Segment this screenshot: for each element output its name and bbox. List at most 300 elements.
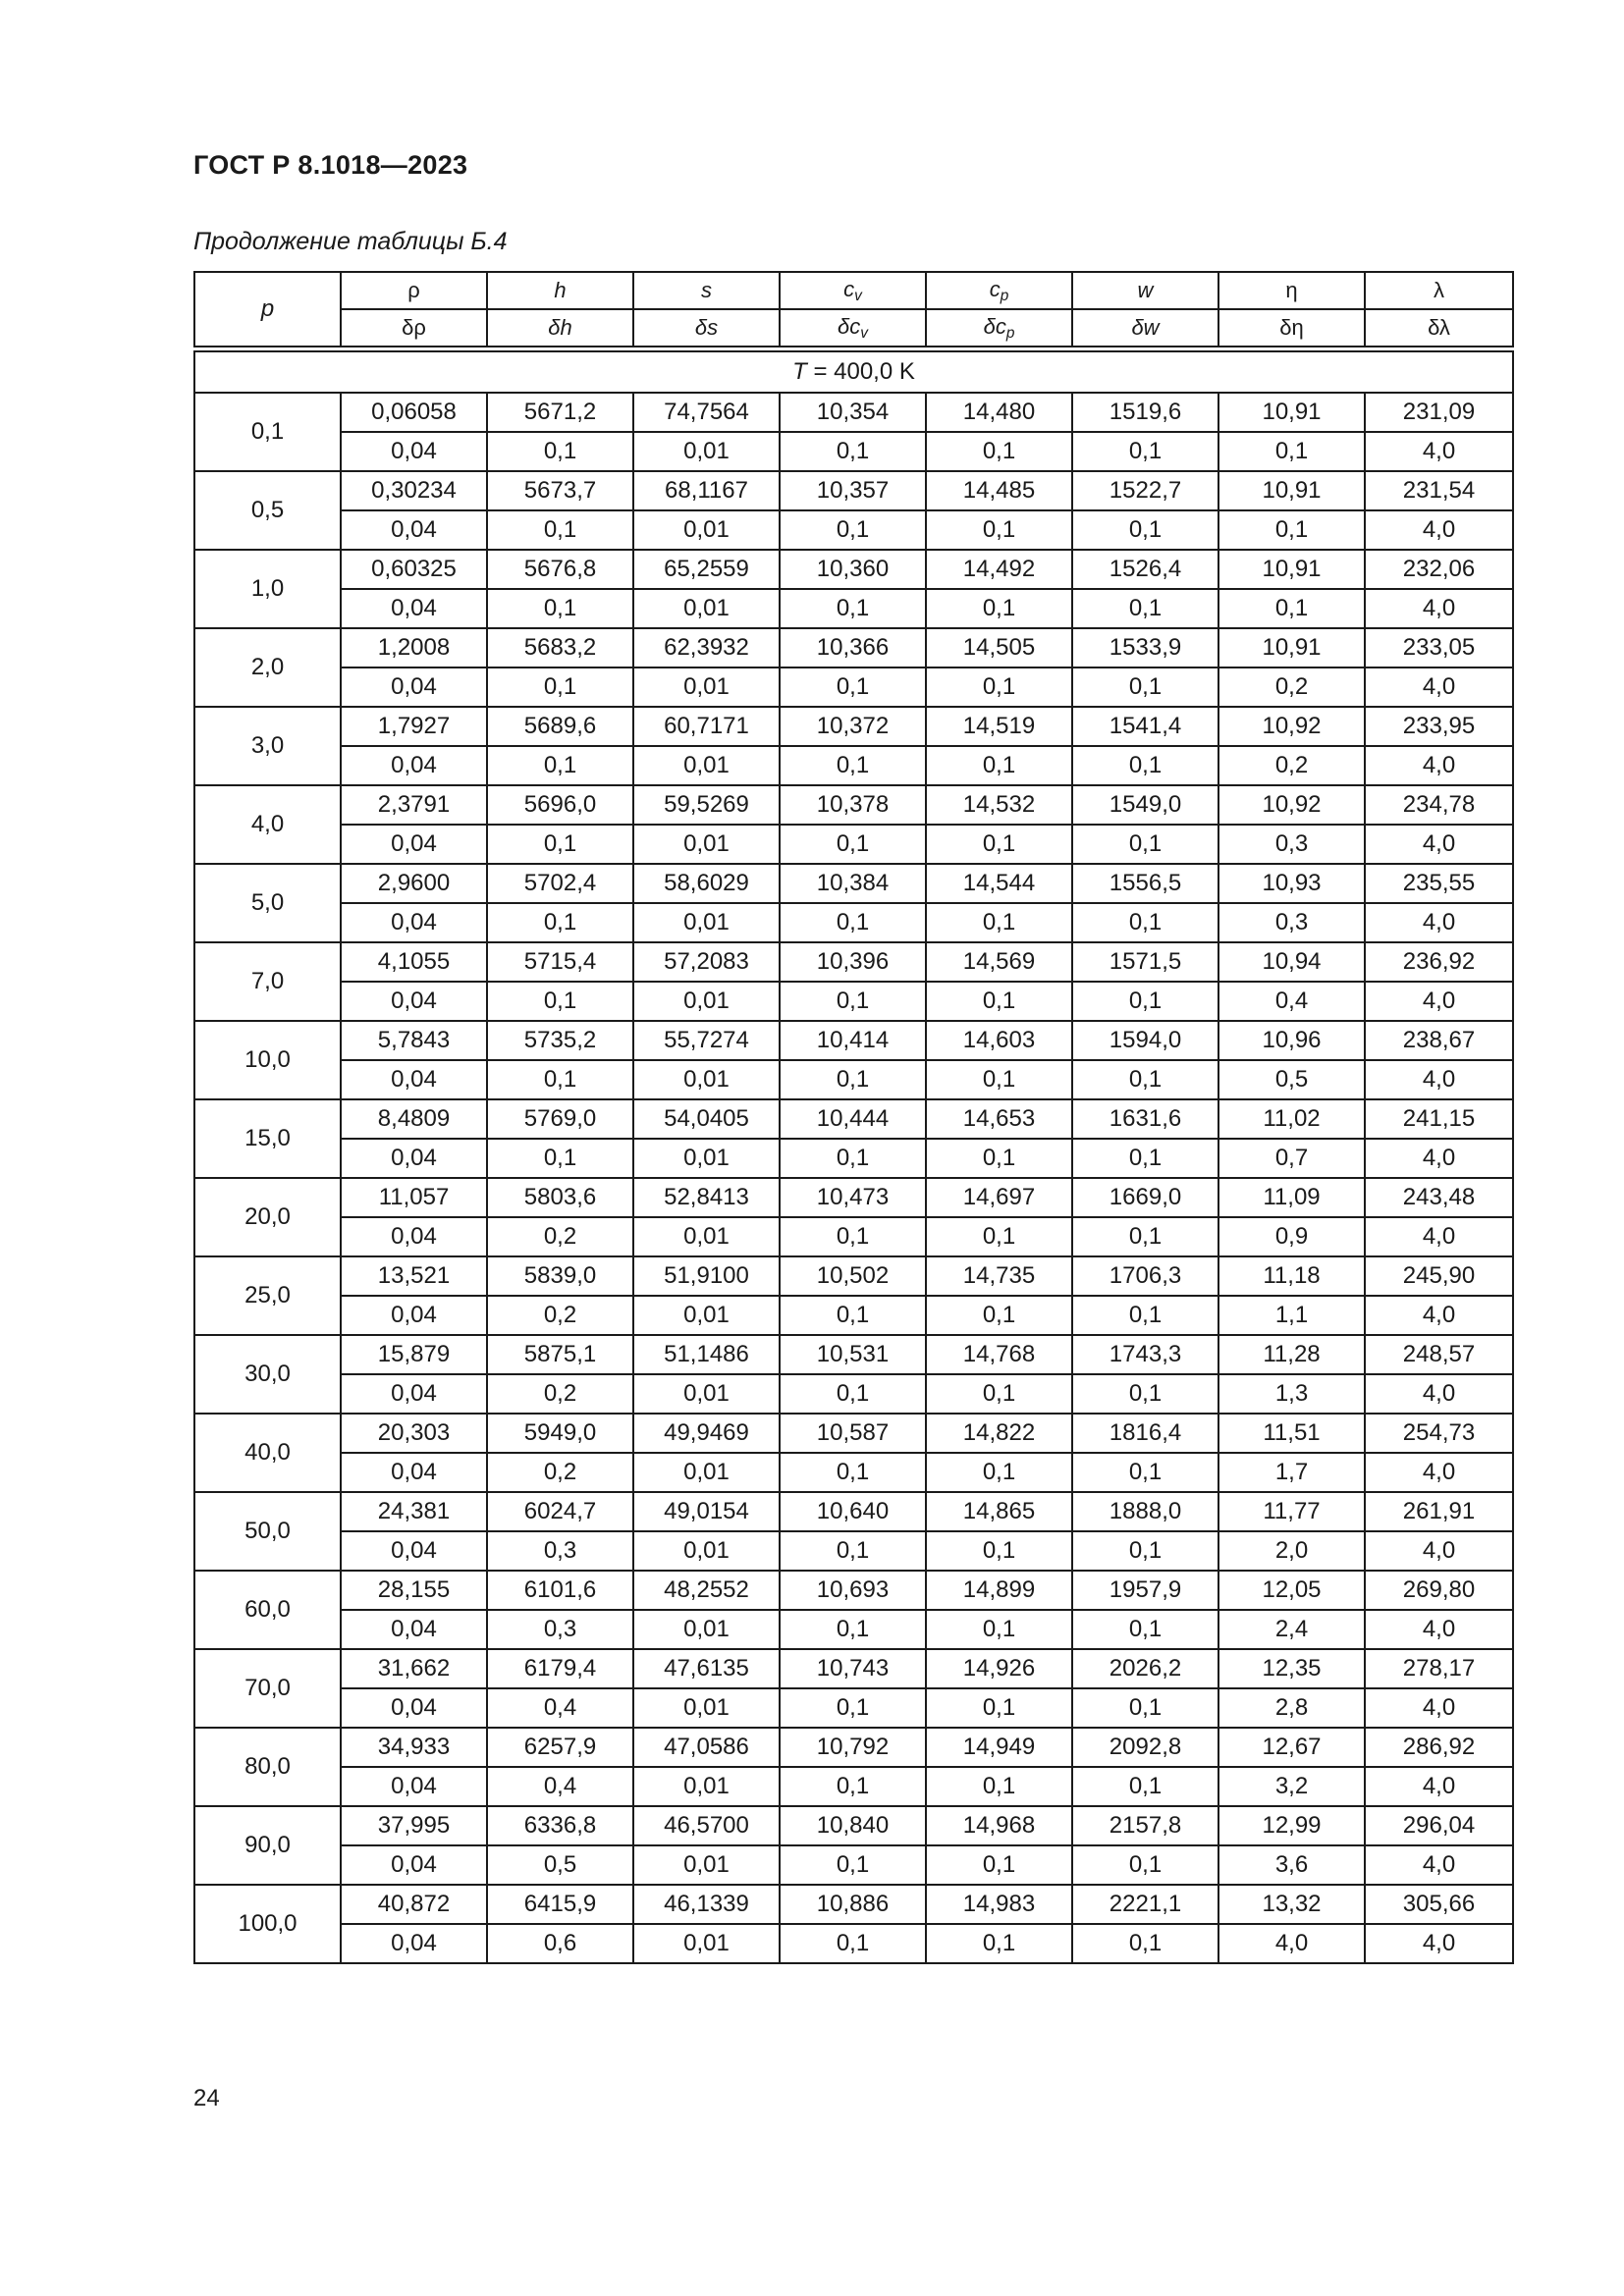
value-cell: 1,7927 [341,707,487,746]
value-cell: 10,587 [780,1414,926,1453]
value-cell: 10,792 [780,1728,926,1767]
header-col-3-uncertainty: $\delta c_v$ [780,309,926,347]
value-cell: 1669,0 [1072,1178,1218,1217]
value-cell: 231,54 [1365,471,1513,510]
uncertainty-cell: 0,1 [780,432,926,471]
value-cell: 49,0154 [633,1492,780,1531]
uncertainty-cell: 0,01 [633,1924,780,1963]
uncertainty-cell: 0,4 [487,1688,633,1728]
table-row [194,1806,1513,1845]
table-row [194,393,1513,432]
uncertainty-cell: 0,1 [780,1531,926,1571]
value-cell: 14,697 [926,1178,1072,1217]
uncertainty-cell: 0,1 [780,982,926,1021]
header-col-6-symbol: η [1218,272,1365,309]
value-cell: 10,396 [780,942,926,982]
value-cell: 10,743 [780,1649,926,1688]
uncertainty-cell: 0,1 [926,982,1072,1021]
value-cell: 14,480 [926,393,1072,432]
uncertainty-cell: 0,01 [633,589,780,628]
value-cell: 10,91 [1218,628,1365,667]
value-cell: 14,569 [926,942,1072,982]
value-cell: 11,51 [1218,1414,1365,1453]
uncertainty-cell: 0,1 [780,825,926,864]
value-cell: 10,531 [780,1335,926,1374]
uncertainty-cell: 0,01 [633,903,780,942]
uncertainty-cell: 1,1 [1218,1296,1365,1335]
value-cell: 245,90 [1365,1256,1513,1296]
uncertainty-cell: 0,1 [926,1060,1072,1099]
uncertainty-cell: 0,1 [487,825,633,864]
value-cell: 6415,9 [487,1885,633,1924]
table-row-uncertainty [194,1610,1513,1649]
value-cell: 14,492 [926,550,1072,589]
uncertainty-cell: 0,1 [780,746,926,785]
value-cell: 14,822 [926,1414,1072,1453]
pressure-cell: 60,0 [194,1571,341,1649]
value-cell: 5839,0 [487,1256,633,1296]
value-cell: 1556,5 [1072,864,1218,903]
table-row [194,550,1513,589]
value-cell: 55,7274 [633,1021,780,1060]
table-row-uncertainty [194,1531,1513,1571]
uncertainty-cell: 4,0 [1365,1139,1513,1178]
table-row-uncertainty [194,1453,1513,1492]
table-row [194,942,1513,982]
value-cell: 68,1167 [633,471,780,510]
value-cell: 243,48 [1365,1178,1513,1217]
pressure-cell: 80,0 [194,1728,341,1806]
uncertainty-cell: 4,0 [1365,746,1513,785]
value-cell: 10,378 [780,785,926,825]
uncertainty-cell: 0,2 [487,1296,633,1335]
uncertainty-cell: 0,1 [1072,1531,1218,1571]
value-cell: 241,15 [1365,1099,1513,1139]
value-cell: 10,91 [1218,471,1365,510]
value-cell: 1519,6 [1072,393,1218,432]
value-cell: 1,2008 [341,628,487,667]
uncertainty-cell: 0,1 [1072,825,1218,864]
header-col-4-symbol: $c_p$ [926,272,1072,309]
uncertainty-cell: 4,0 [1365,1767,1513,1806]
value-cell: 11,28 [1218,1335,1365,1374]
uncertainty-cell: 0,1 [1072,746,1218,785]
value-cell: 1706,3 [1072,1256,1218,1296]
value-cell: 261,91 [1365,1492,1513,1531]
value-cell: 5689,6 [487,707,633,746]
header-col-1-symbol: h [487,272,633,309]
uncertainty-cell: 0,01 [633,1688,780,1728]
uncertainty-cell: 0,1 [1072,903,1218,942]
uncertainty-cell: 0,1 [487,589,633,628]
header-col-6-uncertainty: δη [1218,309,1365,347]
value-cell: 46,5700 [633,1806,780,1845]
value-cell: 5702,4 [487,864,633,903]
uncertainty-cell: 0,04 [341,982,487,1021]
header-col-2-symbol: s [633,272,780,309]
value-cell: 6024,7 [487,1492,633,1531]
uncertainty-cell: 0,04 [341,1296,487,1335]
value-cell: 6179,4 [487,1649,633,1688]
uncertainty-cell: 0,1 [487,432,633,471]
value-cell: 49,9469 [633,1414,780,1453]
pressure-cell: 5,0 [194,864,341,942]
uncertainty-cell: 0,04 [341,1688,487,1728]
uncertainty-cell: 0,04 [341,1845,487,1885]
value-cell: 14,735 [926,1256,1072,1296]
value-cell: 14,519 [926,707,1072,746]
value-cell: 74,7564 [633,393,780,432]
uncertainty-cell: 4,0 [1365,1217,1513,1256]
value-cell: 10,502 [780,1256,926,1296]
uncertainty-cell: 0,1 [1072,1767,1218,1806]
value-cell: 14,899 [926,1571,1072,1610]
value-cell: 236,92 [1365,942,1513,982]
uncertainty-cell: 0,1 [926,825,1072,864]
value-cell: 5803,6 [487,1178,633,1217]
value-cell: 1743,3 [1072,1335,1218,1374]
uncertainty-cell: 0,5 [487,1845,633,1885]
pressure-cell: 40,0 [194,1414,341,1492]
uncertainty-cell: 0,01 [633,825,780,864]
table-row [194,1571,1513,1610]
uncertainty-cell: 0,4 [1218,982,1365,1021]
uncertainty-cell: 0,1 [1072,1217,1218,1256]
uncertainty-cell: 0,1 [926,1139,1072,1178]
uncertainty-cell: 0,1 [487,667,633,707]
uncertainty-cell: 0,1 [926,1374,1072,1414]
value-cell: 269,80 [1365,1571,1513,1610]
uncertainty-cell: 0,1 [780,1453,926,1492]
value-cell: 2157,8 [1072,1806,1218,1845]
value-cell: 13,521 [341,1256,487,1296]
value-cell: 1957,9 [1072,1571,1218,1610]
value-cell: 0,06058 [341,393,487,432]
pressure-cell: 70,0 [194,1649,341,1728]
uncertainty-cell: 0,04 [341,432,487,471]
data-table [193,271,1514,1964]
value-cell: 15,879 [341,1335,487,1374]
uncertainty-cell: 0,1 [926,667,1072,707]
value-cell: 10,473 [780,1178,926,1217]
table-row-uncertainty [194,589,1513,628]
value-cell: 14,544 [926,864,1072,903]
uncertainty-cell: 0,1 [926,1531,1072,1571]
pressure-cell: 3,0 [194,707,341,785]
uncertainty-cell: 4,0 [1365,432,1513,471]
temperature-value: = 400,0 K [806,358,915,385]
uncertainty-cell: 0,3 [487,1610,633,1649]
uncertainty-cell: 0,1 [780,1139,926,1178]
table-row-uncertainty [194,1688,1513,1728]
table-row-uncertainty [194,825,1513,864]
uncertainty-cell: 0,1 [487,903,633,942]
value-cell: 48,2552 [633,1571,780,1610]
uncertainty-cell: 0,04 [341,1924,487,1963]
value-cell: 2,9600 [341,864,487,903]
table-row-uncertainty [194,432,1513,471]
uncertainty-cell: 0,01 [633,1060,780,1099]
uncertainty-cell: 0,1 [780,1374,926,1414]
uncertainty-cell: 2,0 [1218,1531,1365,1571]
pressure-cell: 4,0 [194,785,341,864]
uncertainty-cell: 0,1 [780,1296,926,1335]
uncertainty-cell: 0,2 [487,1374,633,1414]
value-cell: 10,414 [780,1021,926,1060]
value-cell: 12,05 [1218,1571,1365,1610]
value-cell: 24,381 [341,1492,487,1531]
uncertainty-cell: 0,2 [487,1217,633,1256]
value-cell: 46,1339 [633,1885,780,1924]
uncertainty-cell: 0,01 [633,1610,780,1649]
value-cell: 11,77 [1218,1492,1365,1531]
value-cell: 14,653 [926,1099,1072,1139]
uncertainty-cell: 0,2 [1218,667,1365,707]
uncertainty-cell: 0,01 [633,1845,780,1885]
uncertainty-cell: 0,1 [926,432,1072,471]
page-number: 24 [193,2085,220,2111]
value-cell: 11,057 [341,1178,487,1217]
value-cell: 12,99 [1218,1806,1365,1845]
table-caption: Продолжение таблицы Б.4 [193,228,508,255]
value-cell: 11,18 [1218,1256,1365,1296]
pressure-cell: 0,5 [194,471,341,550]
uncertainty-cell: 0,3 [1218,903,1365,942]
uncertainty-cell: 0,1 [780,589,926,628]
value-cell: 0,30234 [341,471,487,510]
uncertainty-cell: 0,1 [1072,1688,1218,1728]
value-cell: 10,94 [1218,942,1365,982]
value-cell: 12,35 [1218,1649,1365,1688]
uncertainty-cell: 0,01 [633,510,780,550]
value-cell: 2026,2 [1072,1649,1218,1688]
value-cell: 232,06 [1365,550,1513,589]
value-cell: 5875,1 [487,1335,633,1374]
table-row [194,1414,1513,1453]
table-row [194,1492,1513,1531]
value-cell: 10,372 [780,707,926,746]
value-cell: 8,4809 [341,1099,487,1139]
value-cell: 254,73 [1365,1414,1513,1453]
table-row-uncertainty [194,1924,1513,1963]
value-cell: 5671,2 [487,393,633,432]
uncertainty-cell: 0,04 [341,667,487,707]
value-cell: 51,9100 [633,1256,780,1296]
value-cell: 5735,2 [487,1021,633,1060]
uncertainty-cell: 0,1 [487,746,633,785]
uncertainty-cell: 0,3 [1218,825,1365,864]
uncertainty-cell: 0,04 [341,1453,487,1492]
table-row-uncertainty [194,510,1513,550]
value-cell: 14,768 [926,1335,1072,1374]
uncertainty-cell: 4,0 [1218,1924,1365,1963]
uncertainty-cell: 0,1 [926,1688,1072,1728]
table-row-uncertainty [194,1139,1513,1178]
uncertainty-cell: 0,5 [1218,1060,1365,1099]
value-cell: 10,354 [780,393,926,432]
uncertainty-cell: 0,1 [780,1217,926,1256]
uncertainty-cell: 0,01 [633,667,780,707]
table-row-uncertainty [194,1296,1513,1335]
table-row [194,1885,1513,1924]
value-cell: 10,840 [780,1806,926,1845]
header-col-7-symbol: λ [1365,272,1513,309]
uncertainty-cell: 0,1 [780,1845,926,1885]
uncertainty-cell: 0,1 [1072,1453,1218,1492]
uncertainty-cell: 0,2 [487,1453,633,1492]
value-cell: 10,357 [780,471,926,510]
value-cell: 231,09 [1365,393,1513,432]
value-cell: 10,384 [780,864,926,903]
value-cell: 5769,0 [487,1099,633,1139]
table-header [194,272,1513,347]
table-row-uncertainty [194,746,1513,785]
value-cell: 14,968 [926,1806,1072,1845]
header-col-2-uncertainty: δs [633,309,780,347]
uncertainty-cell: 0,1 [487,510,633,550]
table-row [194,785,1513,825]
pressure-cell: 15,0 [194,1099,341,1178]
uncertainty-cell: 0,04 [341,1217,487,1256]
uncertainty-cell: 0,4 [487,1767,633,1806]
uncertainty-cell: 1,7 [1218,1453,1365,1492]
value-cell: 10,93 [1218,864,1365,903]
value-cell: 1526,4 [1072,550,1218,589]
pressure-cell: 90,0 [194,1806,341,1885]
uncertainty-cell: 0,1 [780,510,926,550]
uncertainty-cell: 0,1 [926,1924,1072,1963]
value-cell: 234,78 [1365,785,1513,825]
pressure-cell: 1,0 [194,550,341,628]
value-cell: 1571,5 [1072,942,1218,982]
pressure-cell: 2,0 [194,628,341,707]
uncertainty-cell: 0,1 [926,510,1072,550]
value-cell: 65,2559 [633,550,780,589]
value-cell: 14,926 [926,1649,1072,1688]
table-row-uncertainty [194,982,1513,1021]
value-cell: 286,92 [1365,1728,1513,1767]
value-cell: 11,02 [1218,1099,1365,1139]
value-cell: 1533,9 [1072,628,1218,667]
value-cell: 6257,9 [487,1728,633,1767]
uncertainty-cell: 4,0 [1365,667,1513,707]
value-cell: 12,67 [1218,1728,1365,1767]
uncertainty-cell: 0,1 [1072,1139,1218,1178]
uncertainty-cell: 0,04 [341,746,487,785]
uncertainty-cell: 0,1 [1072,1374,1218,1414]
value-cell: 47,6135 [633,1649,780,1688]
uncertainty-cell: 1,3 [1218,1374,1365,1414]
value-cell: 54,0405 [633,1099,780,1139]
uncertainty-cell: 2,4 [1218,1610,1365,1649]
value-cell: 296,04 [1365,1806,1513,1845]
value-cell: 1631,6 [1072,1099,1218,1139]
value-cell: 62,3932 [633,628,780,667]
value-cell: 10,886 [780,1885,926,1924]
value-cell: 14,505 [926,628,1072,667]
uncertainty-cell: 4,0 [1365,510,1513,550]
uncertainty-cell: 0,1 [487,1060,633,1099]
value-cell: 5949,0 [487,1414,633,1453]
uncertainty-cell: 0,1 [780,1924,926,1963]
value-cell: 6101,6 [487,1571,633,1610]
uncertainty-cell: 0,01 [633,1374,780,1414]
uncertainty-cell: 0,01 [633,1139,780,1178]
uncertainty-cell: 4,0 [1365,982,1513,1021]
value-cell: 10,366 [780,628,926,667]
uncertainty-cell: 0,1 [1072,667,1218,707]
uncertainty-cell: 4,0 [1365,589,1513,628]
table-row [194,864,1513,903]
pressure-cell: 10,0 [194,1021,341,1099]
uncertainty-cell: 0,01 [633,1453,780,1492]
value-cell: 4,1055 [341,942,487,982]
uncertainty-cell: 0,01 [633,1767,780,1806]
value-cell: 1816,4 [1072,1414,1218,1453]
uncertainty-cell: 0,7 [1218,1139,1365,1178]
table-row [194,1649,1513,1688]
uncertainty-cell: 0,2 [1218,746,1365,785]
uncertainty-cell: 0,1 [926,589,1072,628]
table-row [194,1728,1513,1767]
value-cell: 10,92 [1218,707,1365,746]
uncertainty-cell: 0,01 [633,1296,780,1335]
value-cell: 248,57 [1365,1335,1513,1374]
uncertainty-cell: 0,1 [780,903,926,942]
table-row-uncertainty [194,1060,1513,1099]
header-col-4-uncertainty: $\delta c_p$ [926,309,1072,347]
pressure-cell: 25,0 [194,1256,341,1335]
uncertainty-cell: 0,1 [780,667,926,707]
uncertainty-cell: 0,01 [633,432,780,471]
table-row [194,1256,1513,1296]
uncertainty-cell: 0,04 [341,903,487,942]
value-cell: 6336,8 [487,1806,633,1845]
uncertainty-cell: 0,1 [926,746,1072,785]
value-cell: 58,6029 [633,864,780,903]
value-cell: 238,67 [1365,1021,1513,1060]
value-cell: 10,693 [780,1571,926,1610]
header-p: p [194,272,341,347]
uncertainty-cell: 0,04 [341,1531,487,1571]
table-row [194,707,1513,746]
value-cell: 1594,0 [1072,1021,1218,1060]
uncertainty-cell: 0,1 [926,1296,1072,1335]
uncertainty-cell: 0,04 [341,825,487,864]
value-cell: 2092,8 [1072,1728,1218,1767]
uncertainty-cell: 0,1 [1072,1845,1218,1885]
value-cell: 37,995 [341,1806,487,1845]
uncertainty-cell: 0,1 [780,1688,926,1728]
uncertainty-cell: 0,1 [780,1767,926,1806]
header-col-5-uncertainty: δw [1072,309,1218,347]
uncertainty-cell: 0,6 [487,1924,633,1963]
value-cell: 10,91 [1218,393,1365,432]
value-cell: 1541,4 [1072,707,1218,746]
table-row [194,1099,1513,1139]
uncertainty-cell: 0,01 [633,982,780,1021]
uncertainty-cell: 0,1 [487,1139,633,1178]
uncertainty-cell: 3,2 [1218,1767,1365,1806]
uncertainty-cell: 0,1 [926,1217,1072,1256]
value-cell: 5696,0 [487,785,633,825]
pressure-cell: 50,0 [194,1492,341,1571]
uncertainty-cell: 0,04 [341,1767,487,1806]
uncertainty-cell: 0,04 [341,1060,487,1099]
uncertainty-cell: 0,01 [633,1217,780,1256]
uncertainty-cell: 0,01 [633,746,780,785]
table-row [194,1178,1513,1217]
